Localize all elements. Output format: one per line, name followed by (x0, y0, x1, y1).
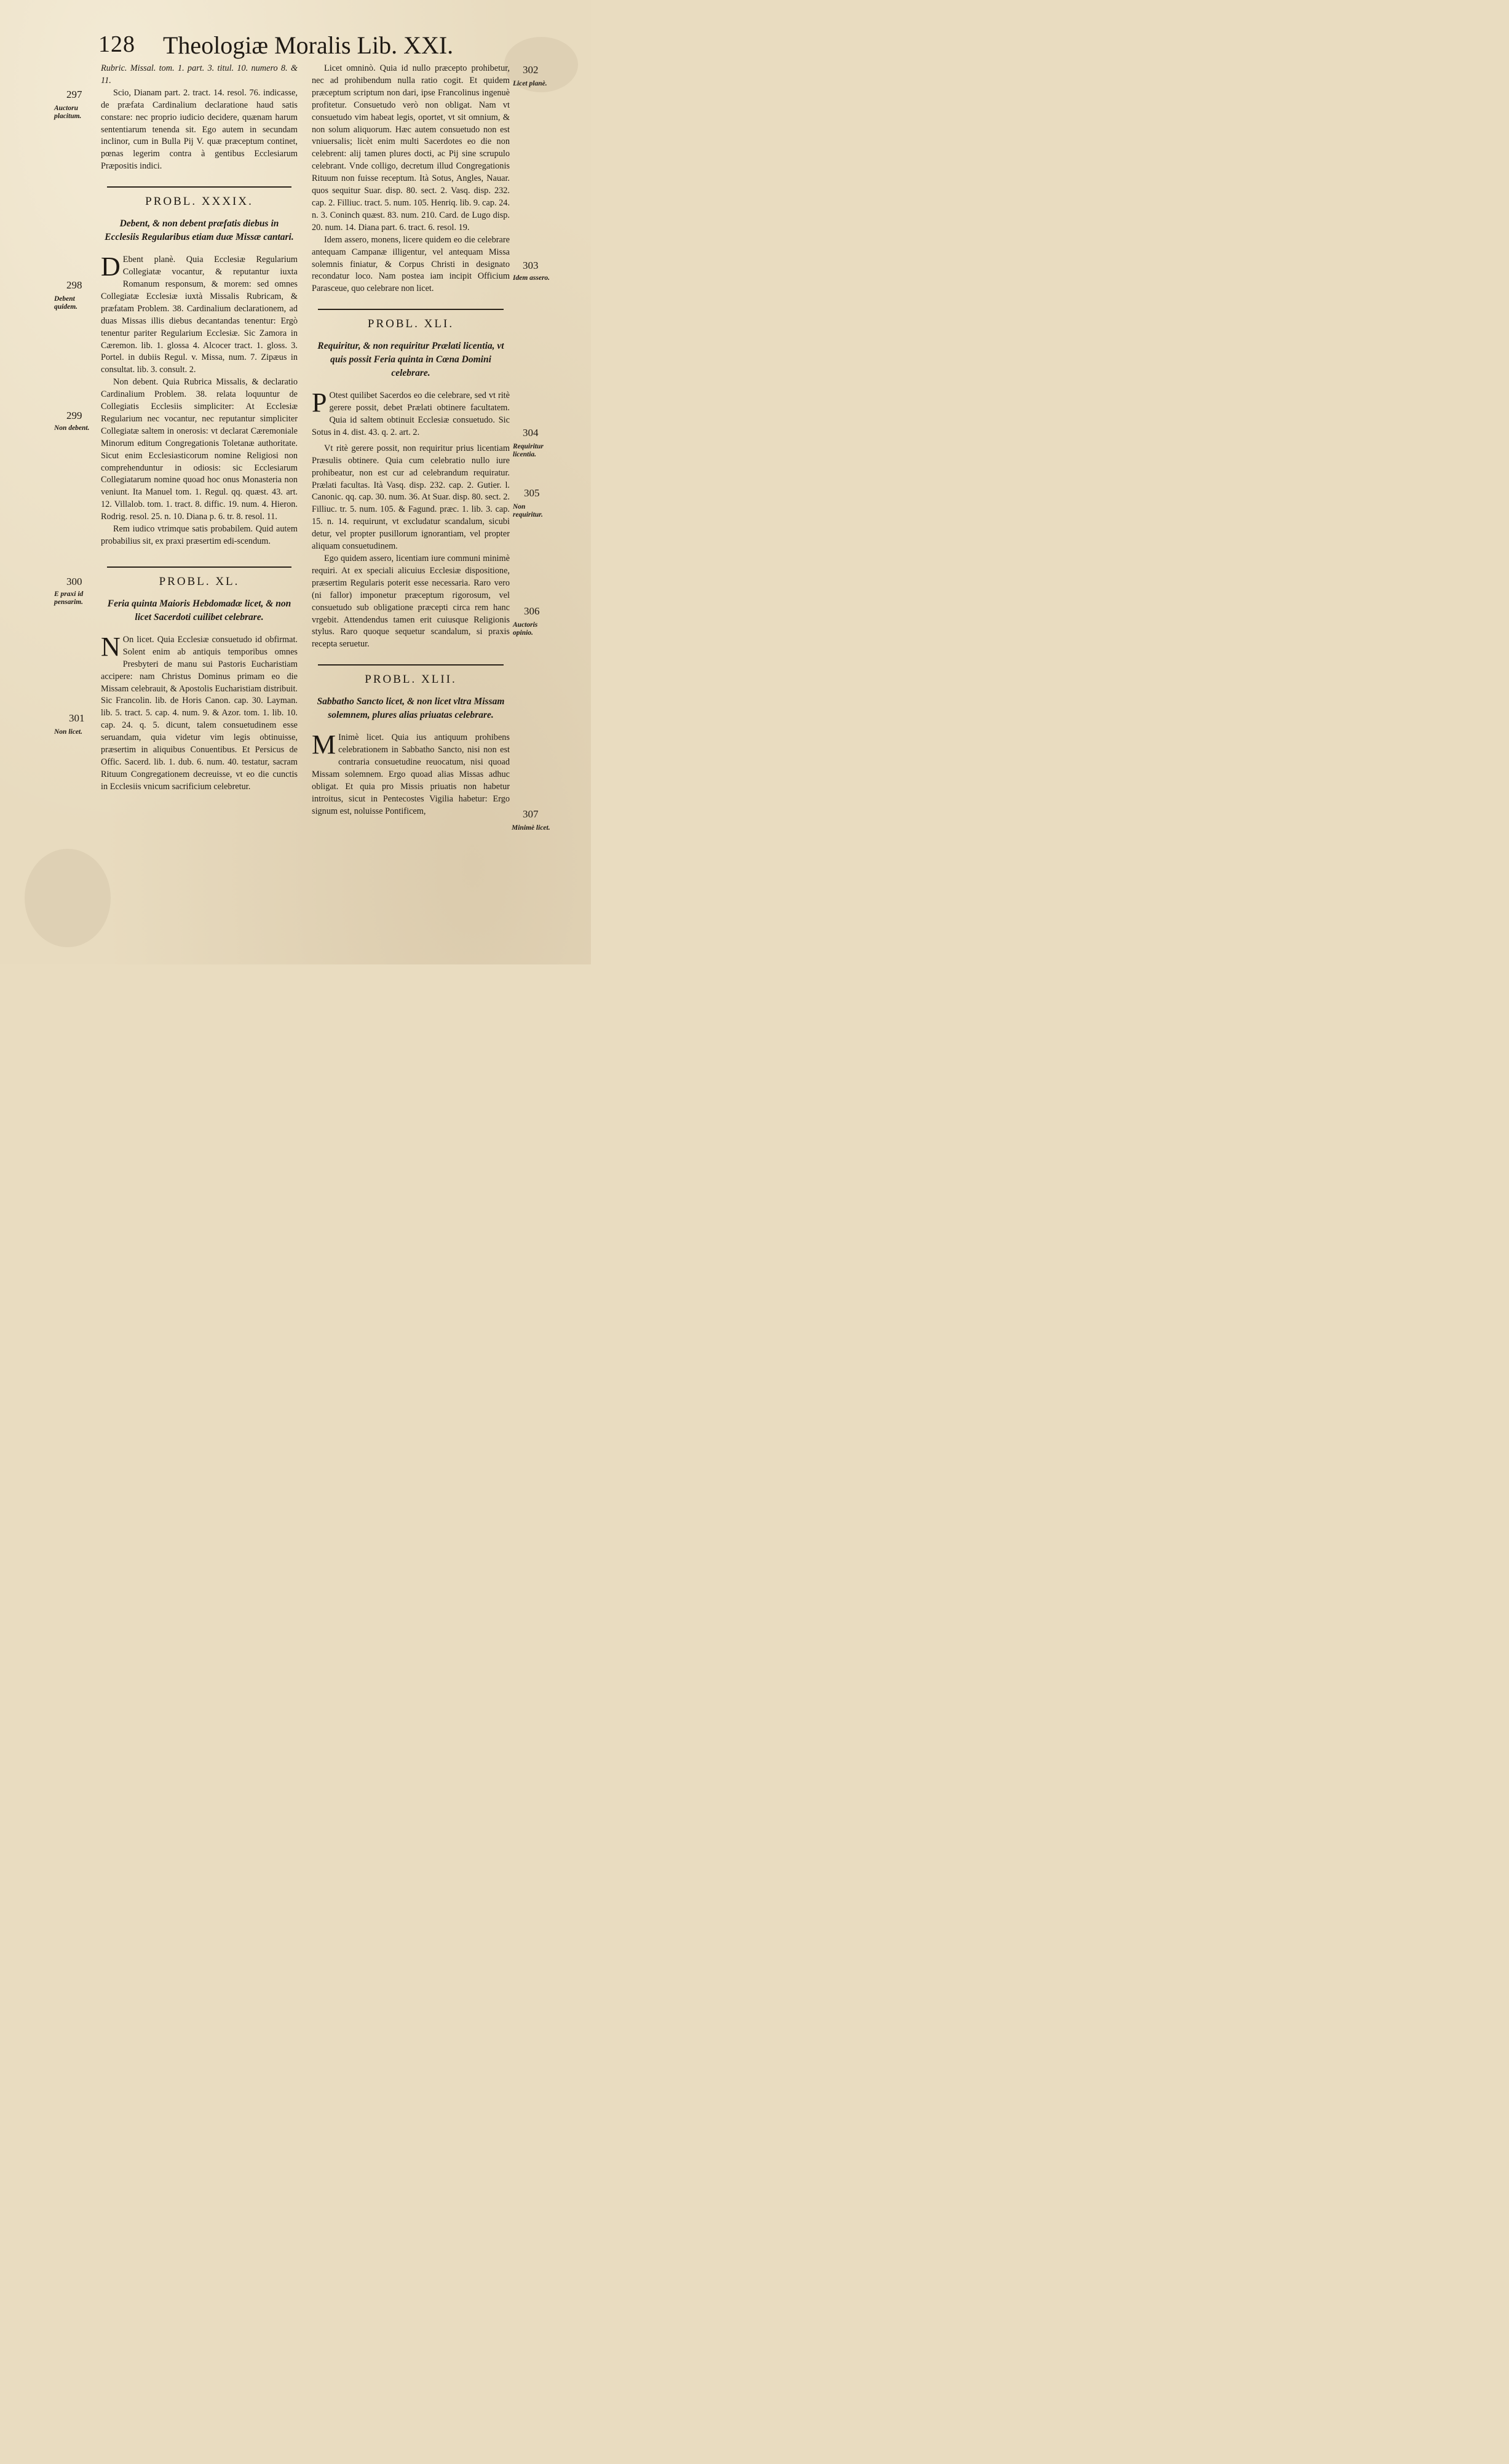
paragraph-307 (312, 729, 510, 817)
paragraph-304 (312, 387, 510, 439)
margin-note-305: Non requiritur. (513, 503, 543, 519)
running-title: Theologiæ Moralis Lib. XXI. (163, 31, 454, 59)
paragraph-number-302: 302 (523, 64, 539, 76)
paragraph-number-305: 305 (524, 487, 540, 499)
paragraph-305: Vt ritè gerere possit, non requiritur prius licentiam Præsulis obtinere. Quia cum celebratio nullo iure prohibeatur, non est cur ad celebrandum requiratur. Prælati facultas. Ità Vasq. disp. 232. cap. 2. Gutier. l. Canonic. qq. cap. 30. num. 36. At Suar. disp. 80. sect. 2. Filliuc. tr. 5. num. 105. & Fagund. præc. 1. lib. 3. cap. 15. n. 14. requirunt, vt excludatur scandalum, sicubi detur, vel propter pusillorum ignorantiam, vel propter aliquam consuetudinem. (312, 443, 510, 552)
section-rule (107, 186, 291, 188)
drop-cap: P (312, 387, 327, 418)
margin-note-298: Debent quidem. (54, 295, 78, 311)
problem-heading-42: PROBL. XLII. (365, 673, 457, 686)
problem-title-41: Requiritur, & non requiritur Prælati licentia, vt quis possit Feria quinta in Cœna Domini celebrare. (317, 341, 504, 379)
running-header (98, 31, 492, 62)
paragraph-number-303: 303 (523, 260, 539, 271)
paragraph-number-301: 301 (69, 712, 85, 724)
drop-cap: D (101, 252, 121, 282)
problem-heading-41: PROBL. XLI. (367, 317, 454, 331)
margin-note-302: Licet planè. (513, 80, 547, 87)
margin-note-297: Auctoru placitum. (54, 105, 82, 120)
paragraph-307-text: Inimè licet. Quia ius antiquum prohibens celebrationem in Sabbatho Sancto, nisi non est contraria consuetudine reuocatum, nisi quoad Missam solemnem. Ergo quoad alias Missas adhuc obligat. Et quia pro Missis priuatis non habetur introitus, sicut in Pentecostes Vigilia habetur: Ergo signum est, noluisse Pontificem, (312, 733, 510, 816)
margin-note-300: E praxi id pensarim. (54, 590, 84, 606)
margin-note-306: Auctoris opinio. (513, 621, 538, 637)
paragraph-number-304: 304 (523, 427, 539, 439)
paragraph-302: Licet omninò. Quia id nullo præcepto prohibetur, nec ad prohibendum nulla ratio cogit. Et quidem præceptum scriptum non dari, ipse Francolinus ingenuè profitetur. Consuetudo verò non obligat. Nam vt consuetudo vim habeat legis, oportet, vt sit omnium, & non solum aliquorum. Hæc autem consuetudo non est vniuersalis; licèt enim multi Sacerdotes eo die non celebrent: alij tamen plures docti, ac Pij sine scrupulo celebrant. Vnde colligo, decretum illud Congregationis Rituum non fuisse receptum. Ità Sotus, Angles, Nauar. quos sequitur Suar. disp. 80. sect. 2. Vasq. disp. 232. cap. 2. Filliuc. tract. 5. num. 105. Henriq. lib. 9. cap. 24. n. 3. Coninch quæst. 83. num. 210. Card. de Lugo disp. 20. num. 14. Diana part. 6. tract. 6. resol. 19. (312, 63, 510, 232)
problem-heading-40: PROBL. XL. (159, 574, 240, 588)
paragraph-number-298: 298 (66, 279, 82, 291)
page-number: 128 (98, 31, 135, 57)
paragraph-304-text: Otest quilibet Sacerdos eo die celebrare, sed vt ritè gerere possit, debet Prælati obtinere facultatem. Quia id saltem obtinuit Ecclesiæ consuetudo. Sic Sotus in 4. dist. 43. q. 2. art. 2. (312, 391, 510, 437)
paragraph-297: Scio, Dianam part. 2. tract. 14. resol. 76. indicasse, de præfata Cardinalium declaratione haud satis constare: nec proprio iudicio decidere, quænam harum sententiarum tenenda sit. Ego autem in secundam inclinor, cum in Bulla Pij V. quæ præceptum continet, pœnas legerim contra à gentibus Ecclesiarum Præpositis indici. (101, 87, 298, 172)
problem-title-40: Feria quinta Maioris Hebdomadæ licet, & non licet Sacerdoti cuilibet celebrare. (107, 598, 291, 622)
paragraph-303: Idem assero, monens, licere quidem eo die celebrare antequam Campanæ illigentur, vel antequam Missa solemnis finiatur, & Corpus Christi in designato recondatur loco. Nam postea iam incipit Officium Parasceue, quo celebrare non licet. (312, 234, 510, 294)
paragraph-298 (101, 254, 298, 376)
margin-note-307: Minimè licet. (512, 824, 550, 832)
margin-note-301: Non licet. (54, 728, 82, 736)
problem-title-42: Sabbatho Sancto licet, & non licet vltra Missam solemnem, plures alias priuatas celebrare. (317, 696, 505, 721)
paragraph-number-297: 297 (66, 89, 82, 100)
paragraph-299: Non debent. Quia Rubrica Missalis, & declaratio Cardinalium Problem. 38. relata loquuntur de Collegiatis Ecclesiis simpliciter: At Ecclesiæ Regularium nec vocantur, nec reputantur simpliciter Collegiatæ saltem in onerosis: vt declarat Cæremoniale Minorum editum Congregationis Toletanæ authoritate. Sicut enim Ecclesiasticorum nomine Religiosi non comprehenduntur in odiosis: sic Ecclesiarum Collegiatarum nomine quoad hoc onus Monasteria non veniunt. Ita Manuel tom. 1. Regul. qq. quæst. 43. art. 12. Villalob. tom. 1. tract. 8. diffic. 19. num. 4. Hieron. Rodrig. resol. 25. n. 10. Diana p. 6. tr. 8. resol. 11. (101, 377, 298, 522)
left-column (101, 63, 298, 793)
section-rule (107, 566, 291, 568)
section-rule (318, 309, 504, 310)
drop-cap: M (312, 729, 336, 760)
paragraph-301-text: On licet. Quia Ecclesiæ consuetudo id obfirmat. Solent enim ab antiquis temporibus omnes Presbyteri de manu sui Pastoris Eucharistiam accipere: nam Christus Dominus primam eo die Missam celebrauit, & Apostolis Eucharistiam distribuit. Sic Francolin. lib. de Horis Canon. cap. 30. Layman. lib. 5. tract. 5. cap. 4. num. 9. & Azor. tom. 1. lib. 10. cap. 24. q. 5. dicunt, talem consuetudinem esse seruandam, quia videtur vim legis obtinuisse, præsertim in aliquibus Conuentibus. Et Persicus de Offic. Sacerd. lib. 1. dub. 6. num. 40. testatur, sacram Rituum Congregationem decreuisse, vt eo die cunctis in Ecclesiis vnicum sacrificium celebretur. (101, 634, 298, 792)
paragraph-number-300: 300 (66, 576, 82, 587)
paragraph-298-text: Ebent planè. Quia Ecclesiæ Regularium Collegiatæ vocantur, & reputantur iuxta Romanum responsum, & morem: sed omnes Collegiatæ Ecclesiæ iuxtà Missalis Rubricam, & præfatam Problem. 38. Cardinalium declarationem, ad duas Missas illis diebus decantandas tenentur: Ergò tenentur pariter Regularium Ecclesiæ. Sic Zamora in Cæremon. lib. 1. glossa 4. Alcocer tract. 1. gloss. 3. Portel. in dubiis Regul. v. Missa, num. 7. Zipæus in consultat. lib. 3. consult. 2. (101, 255, 298, 375)
margin-note-299: Non debent. (54, 424, 90, 432)
problem-title-39: Debent, & non debent præfatis diebus in Ecclesiis Regularibus etiam duæ Missæ cantari. (105, 218, 294, 243)
margin-note-303: Idem assero. (513, 274, 550, 282)
paragraph-301 (101, 631, 298, 793)
page-stain (25, 849, 111, 947)
drop-cap: N (101, 631, 121, 662)
paragraph-306: Ego quidem assero, licentiam iure communi minimè requiri. At ex speciali alicuius Ecclesiæ dispositione, præsertim Regularis poterit esse necessaria. Raro vero (ni fallor) imponetur præceptum rigorosum, vel consuetudo sub obligatione præcepti circa rem hanc vrgebit. Attendendus tamen erit cuiusque Religionis stylus. Raro quoque sequetur scandalum, si praxis recepta seruetur. (312, 554, 510, 650)
section-rule (318, 664, 504, 666)
problem-heading-39: PROBL. XXXIX. (145, 195, 253, 209)
paragraph-number-306: 306 (524, 605, 540, 617)
paragraph-300: Rem iudico vtrimque satis probabilem. Quid autem probabilius sit, ex praxi præsertim edi-scendum. (101, 524, 298, 546)
paragraph-number-299: 299 (66, 410, 82, 421)
right-column (312, 63, 510, 818)
margin-note-304: Requiritur licentia. (513, 443, 544, 458)
paragraph-number-307: 307 (523, 808, 539, 820)
book-page (0, 0, 591, 964)
paragraph-intro: Rubric. Missal. tom. 1. part. 3. titul. 10. numero 8. & 11. (101, 63, 298, 85)
